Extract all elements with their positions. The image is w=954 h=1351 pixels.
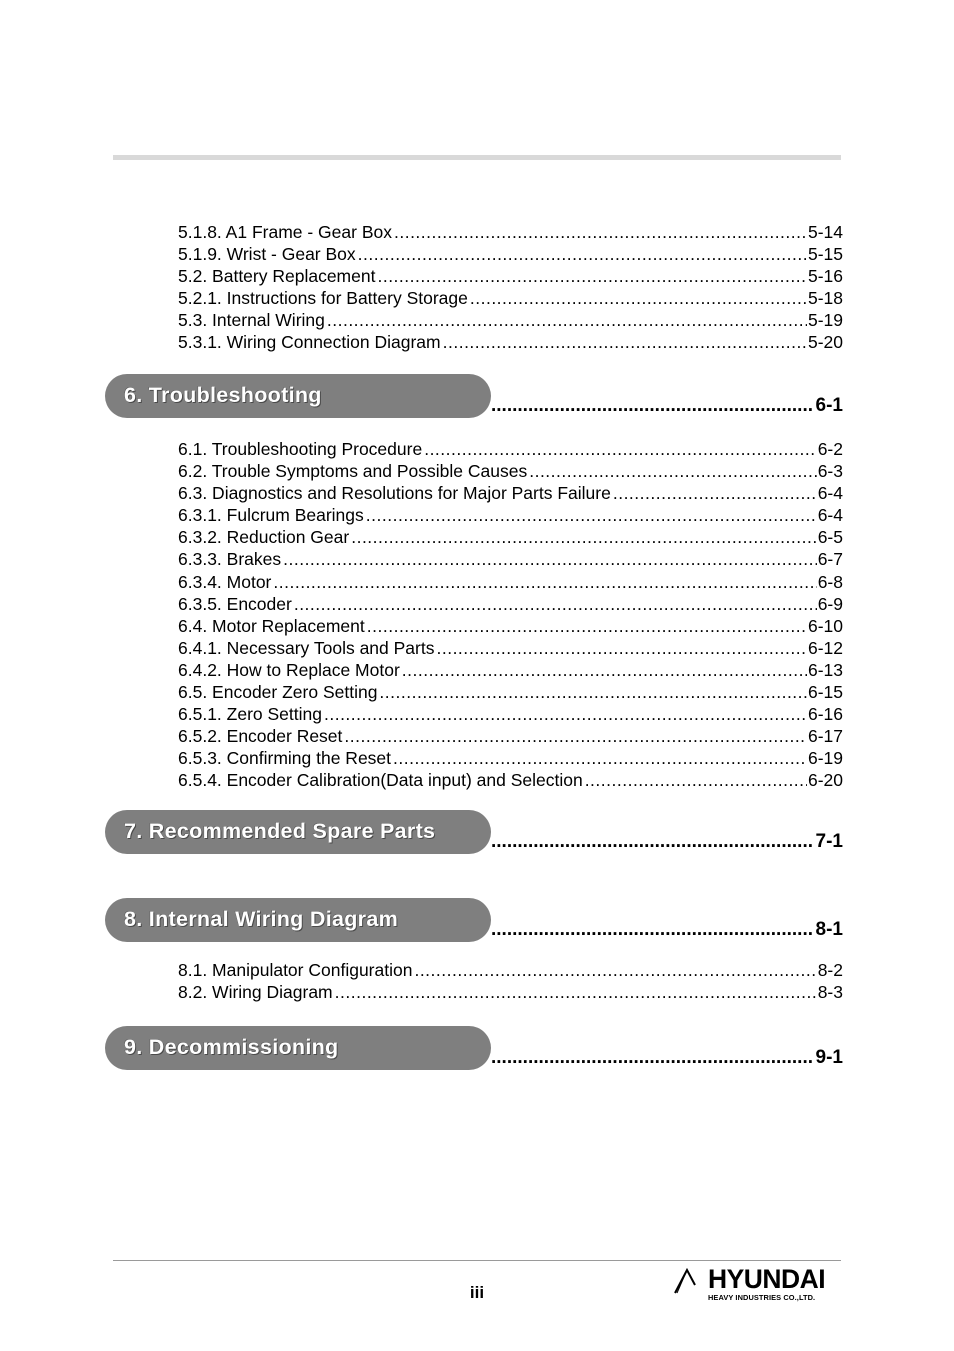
chapter-dots	[491, 919, 812, 941]
chapter-page: 8-1	[815, 919, 843, 940]
toc-leader	[443, 331, 807, 353]
toc-entry[interactable]	[178, 659, 843, 681]
chapter-page: 6-1	[815, 395, 843, 416]
toc-entry-title: 5.1.9. Wrist - Gear Box	[178, 244, 356, 265]
toc-entry-title: 6.2. Trouble Symptoms and Possible Causes	[178, 461, 528, 482]
toc-entry[interactable]	[178, 959, 843, 981]
toc-leader	[351, 526, 816, 548]
toc-entry-title: 6.1. Troubleshooting Procedure	[178, 439, 423, 459]
toc-leader	[424, 438, 817, 460]
toc-leader	[402, 659, 807, 681]
toc-entry-page: 6-5	[817, 527, 843, 548]
chapter-heading-7[interactable]	[105, 810, 843, 858]
header-rule	[113, 155, 841, 160]
toc-list-ch5	[178, 221, 843, 354]
toc-entry-page: 6-4	[817, 483, 843, 504]
toc-leader	[327, 309, 807, 331]
chapter-title: 6. Troubleshooting	[124, 383, 322, 407]
toc-leader	[436, 637, 806, 659]
toc-entry-title: 6.3.4. Motor	[178, 571, 272, 592]
toc-entry-page: 6-12	[807, 637, 843, 658]
toc-list-ch8	[178, 959, 843, 1003]
toc-entry[interactable]	[178, 593, 843, 615]
logo-wordmark: HYUNDAI	[708, 1264, 826, 1294]
toc-entry[interactable]	[178, 681, 843, 703]
toc-entry-page: 6-13	[807, 659, 843, 680]
chapter-leader	[491, 831, 843, 853]
toc-entry-title: 6.5.1. Zero Setting	[178, 704, 322, 725]
toc-entry[interactable]	[178, 637, 843, 659]
toc-entry[interactable]	[178, 703, 843, 725]
toc-entry-title: 6.3.5. Encoder	[178, 593, 292, 614]
page-number: iii	[469, 1283, 485, 1302]
toc-entry-page: 5-16	[807, 266, 843, 287]
toc-entry-page: 6-17	[807, 726, 843, 747]
logo-subtext: HEAVY INDUSTRIES CO.,LTD.	[708, 1293, 816, 1302]
toc-entry[interactable]	[178, 615, 843, 637]
toc-leader	[377, 265, 807, 287]
chapter-dots	[491, 395, 812, 417]
chapter-heading-9[interactable]	[105, 1026, 843, 1074]
chapter-heading-8[interactable]	[105, 898, 843, 946]
chapter-title: 7. Recommended Spare Parts	[124, 819, 436, 843]
toc-entry-page: 6-2	[817, 439, 843, 459]
toc-leader	[283, 548, 817, 570]
toc-entry[interactable]	[178, 331, 843, 353]
toc-entry[interactable]	[178, 981, 843, 1003]
toc-entry[interactable]	[178, 504, 843, 526]
toc-leader	[294, 593, 817, 615]
toc-entry-title: 5.1.8. A1 Frame - Gear Box	[178, 222, 392, 242]
toc-entry[interactable]	[178, 769, 843, 791]
toc-entry[interactable]	[178, 747, 843, 769]
toc-entry-page: 6-3	[817, 461, 843, 482]
chapter-leader	[491, 1047, 843, 1069]
toc-entry[interactable]	[178, 571, 843, 593]
toc-entry[interactable]	[178, 526, 843, 548]
toc-entry-title: 6.3. Diagnostics and Resolutions for Major Parts Failure	[178, 483, 611, 504]
toc-leader	[344, 725, 807, 747]
chapter-page: 9-1	[815, 1047, 843, 1068]
hyundai-logo	[674, 1264, 839, 1307]
toc-entry[interactable]	[178, 287, 843, 309]
toc-entry[interactable]	[178, 221, 843, 243]
toc-entry-title: 6.4.1. Necessary Tools and Parts	[178, 637, 435, 658]
toc-leader	[335, 981, 817, 1003]
toc-entry[interactable]	[178, 460, 843, 482]
chapter-leader	[491, 919, 843, 941]
footer-rule	[113, 1260, 841, 1261]
toc-entry-title: 6.5.3. Confirming the Reset	[178, 748, 392, 769]
toc-entry-page: 6-4	[817, 505, 843, 526]
toc-entry-title: 6.3.2. Reduction Gear	[178, 527, 350, 548]
toc-list-ch6	[178, 438, 843, 792]
toc-entry-title: 6.3.1. Fulcrum Bearings	[178, 505, 364, 526]
toc-entry-page: 6-8	[817, 571, 843, 592]
toc-leader	[585, 769, 807, 791]
toc-entry[interactable]	[178, 265, 843, 287]
toc-entry-page: 6-19	[807, 748, 843, 769]
toc-leader	[379, 681, 807, 703]
toc-entry-title: 5.2. Battery Replacement	[178, 266, 376, 287]
toc-leader	[529, 460, 816, 482]
toc-leader	[324, 703, 807, 725]
toc-entry-title: 6.3.3. Brakes	[178, 549, 282, 570]
toc-entry-title: 6.5. Encoder Zero Setting	[178, 682, 378, 703]
toc-entry-page: 6-10	[807, 615, 843, 636]
toc-leader	[273, 571, 816, 593]
toc-entry-page: 8-2	[817, 960, 843, 980]
toc-leader	[366, 504, 817, 526]
chapter-heading-6[interactable]	[105, 374, 843, 422]
chapter-dots	[491, 831, 812, 853]
toc-entry-page: 8-3	[817, 982, 843, 1003]
chapter-dots	[491, 1047, 812, 1069]
toc-entry-page: 5-15	[807, 244, 843, 265]
toc-entry-page: 5-18	[807, 288, 843, 309]
toc-leader	[358, 243, 807, 265]
toc-entry-title: 6.5.2. Encoder Reset	[178, 726, 343, 747]
toc-entry-page: 5-19	[807, 310, 843, 331]
chapter-title: 9. Decommissioning	[124, 1035, 339, 1059]
toc-leader	[470, 287, 807, 309]
toc-entry-page: 5-14	[807, 222, 843, 242]
chapter-page: 7-1	[815, 831, 843, 852]
toc-entry[interactable]	[178, 482, 843, 504]
toc-entry[interactable]	[178, 548, 843, 570]
toc-entry-page: 6-7	[817, 549, 843, 570]
chapter-leader	[491, 395, 843, 417]
logo-triangle-icon	[674, 1268, 708, 1294]
toc-entry-page: 6-20	[807, 770, 843, 791]
toc-entry-title: 8.1. Manipulator Configuration	[178, 960, 413, 980]
toc-entry-title: 5.3.1. Wiring Connection Diagram	[178, 332, 441, 353]
toc-entry-page: 5-20	[807, 332, 843, 353]
toc-entry-page: 6-9	[817, 593, 843, 614]
toc-leader	[367, 615, 807, 637]
toc-entry-title: 5.3. Internal Wiring	[178, 310, 325, 331]
toc-entry-title: 8.2. Wiring Diagram	[178, 982, 333, 1003]
toc-entry[interactable]	[178, 309, 843, 331]
toc-entry[interactable]	[178, 725, 843, 747]
toc-entry-title: 6.4.2. How to Replace Motor	[178, 659, 400, 680]
toc-entry-page: 6-15	[807, 682, 843, 703]
toc-leader	[394, 221, 807, 243]
toc-entry[interactable]	[178, 438, 843, 460]
toc-entry-title: 6.5.4. Encoder Calibration(Data input) and Selection	[178, 770, 583, 791]
toc-leader	[414, 959, 816, 981]
chapter-title: 8. Internal Wiring Diagram	[124, 907, 399, 931]
toc-leader	[393, 747, 807, 769]
toc-entry-title: 6.4. Motor Replacement	[178, 615, 365, 636]
toc-leader	[613, 482, 817, 504]
toc-entry[interactable]	[178, 243, 843, 265]
toc-entry-page: 6-16	[807, 704, 843, 725]
toc-entry-title: 5.2.1. Instructions for Battery Storage	[178, 288, 468, 309]
